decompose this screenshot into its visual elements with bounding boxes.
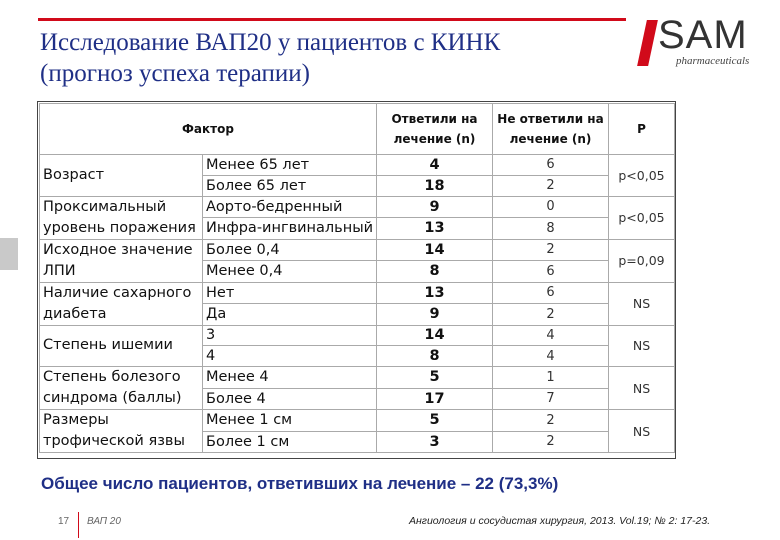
- citation: Ангиология и сосудистая хирургия, 2013. Vol.19; № 2: 17-23.: [409, 515, 711, 527]
- responded-count-cell: 17: [377, 388, 493, 410]
- table-row: [40, 410, 675, 432]
- title-accent-rule: [38, 18, 626, 21]
- table-row: [40, 196, 675, 218]
- p-value-cell: NS: [609, 282, 675, 325]
- table-row: [40, 239, 675, 261]
- factor-cell: [40, 282, 203, 325]
- not-responded-count-cell: 4: [493, 325, 609, 346]
- responded-count-cell: 9: [377, 196, 493, 218]
- table-row: [40, 282, 675, 304]
- responded-header: [377, 104, 493, 155]
- factor-label-line-1: Наличие сахарного: [43, 284, 192, 301]
- factor-label-line-1: Проксимальный: [43, 198, 167, 215]
- not-responded-count-cell: 0: [493, 196, 609, 218]
- factor-label-line-2: синдрома (баллы): [43, 390, 182, 407]
- subcategory-cell: Более 1 см: [203, 431, 377, 453]
- subcategory-cell: Более 65 лет: [203, 175, 377, 196]
- responded-count-cell: 8: [377, 346, 493, 367]
- factor-label-line-1: Исходное значение: [43, 241, 193, 258]
- p-value-cell: p<0,05: [609, 155, 675, 197]
- subcategory-cell: Более 0,4: [203, 239, 377, 261]
- factor-label-line-2: диабета: [43, 305, 107, 322]
- not-responded-count-cell: 6: [493, 261, 609, 283]
- subcategory-cell: Менее 0,4: [203, 261, 377, 283]
- not-responded-count-cell: 1: [493, 367, 609, 389]
- factor-label-line-2: трофической язвы: [43, 433, 185, 450]
- slide-title: [40, 27, 630, 89]
- side-tab-marker: [0, 238, 18, 270]
- footer-divider: [78, 512, 79, 538]
- subcategory-cell: Инфра-ингвинальный: [203, 218, 377, 240]
- subcategory-cell: Аорто-бедренный: [203, 196, 377, 218]
- responded-header-line-1: Ответили на: [391, 112, 478, 126]
- not-responded-count-cell: 6: [493, 155, 609, 176]
- factor-label-line-1: Степень болезого: [43, 369, 181, 386]
- p-value-cell: NS: [609, 410, 675, 453]
- responded-count-cell: 4: [377, 155, 493, 176]
- factor-label-line-1: Степень ишемии: [43, 337, 173, 354]
- not-responded-count-cell: 4: [493, 346, 609, 367]
- factor-header: Фактор: [40, 104, 377, 155]
- subcategory-cell: 4: [203, 346, 377, 367]
- not-responded-count-cell: 2: [493, 410, 609, 432]
- not-responded-count-cell: 8: [493, 218, 609, 240]
- subcategory-cell: Менее 65 лет: [203, 155, 377, 176]
- responded-count-cell: 13: [377, 282, 493, 304]
- not-responded-count-cell: 6: [493, 282, 609, 304]
- subcategory-cell: 3: [203, 325, 377, 346]
- subcategory-cell: Менее 4: [203, 367, 377, 389]
- not-responded-header-line-2: лечение (n): [509, 132, 592, 146]
- responded-header-line-2: лечение (n): [393, 132, 476, 146]
- responded-count-cell: 13: [377, 218, 493, 240]
- table-row: [40, 367, 675, 389]
- p-value-header: P: [609, 104, 675, 155]
- page-number: 17: [58, 516, 70, 527]
- responded-count-cell: 5: [377, 367, 493, 389]
- subcategory-cell: Нет: [203, 282, 377, 304]
- response-factors-table: [39, 103, 675, 453]
- responded-count-cell: 8: [377, 261, 493, 283]
- factor-label-line-1: Возраст: [43, 166, 105, 183]
- subcategory-cell: Да: [203, 304, 377, 326]
- sam-logo: [642, 13, 766, 68]
- p-value-cell: p<0,05: [609, 196, 675, 239]
- factor-cell: [40, 410, 203, 453]
- not-responded-count-cell: 7: [493, 388, 609, 410]
- not-responded-count-cell: 2: [493, 175, 609, 196]
- responded-count-cell: 3: [377, 431, 493, 453]
- p-value-cell: p=0,09: [609, 239, 675, 282]
- factor-label-line-1: Размеры: [43, 412, 109, 429]
- not-responded-count-cell: 2: [493, 239, 609, 261]
- factor-cell: [40, 155, 203, 197]
- factor-cell: [40, 367, 203, 410]
- logo-word: SAM: [658, 13, 748, 57]
- title-line-2: (прогноз успеха терапии): [40, 60, 310, 87]
- table-row: [40, 155, 675, 176]
- p-value-cell: NS: [609, 367, 675, 410]
- footer-label: ВАП 20: [87, 516, 121, 527]
- factor-cell: [40, 325, 203, 367]
- summary-text: Общее число пациентов, ответивших на лечение – 22 (73,3%): [41, 474, 559, 493]
- title-line-1: Исследование ВАП20 у пациентов с КИНК: [40, 29, 501, 56]
- p-value-cell: NS: [609, 325, 675, 367]
- not-responded-header: [493, 104, 609, 155]
- table-row: [40, 325, 675, 346]
- table-header-row: [40, 104, 675, 155]
- responded-count-cell: 14: [377, 325, 493, 346]
- logo-red-bar: [637, 20, 658, 66]
- factor-cell: [40, 239, 203, 282]
- factor-label-line-2: уровень поражения: [43, 219, 196, 236]
- logo-subtitle: pharmaceuticals: [676, 55, 750, 67]
- factor-label-line-2: ЛПИ: [43, 262, 76, 279]
- not-responded-header-line-1: Не ответили на: [497, 112, 604, 126]
- not-responded-count-cell: 2: [493, 431, 609, 453]
- not-responded-count-cell: 2: [493, 304, 609, 326]
- responded-count-cell: 5: [377, 410, 493, 432]
- subcategory-cell: Менее 1 см: [203, 410, 377, 432]
- factor-cell: [40, 196, 203, 239]
- table-body: [40, 155, 675, 453]
- responded-count-cell: 9: [377, 304, 493, 326]
- responded-count-cell: 14: [377, 239, 493, 261]
- responded-count-cell: 18: [377, 175, 493, 196]
- subcategory-cell: Более 4: [203, 388, 377, 410]
